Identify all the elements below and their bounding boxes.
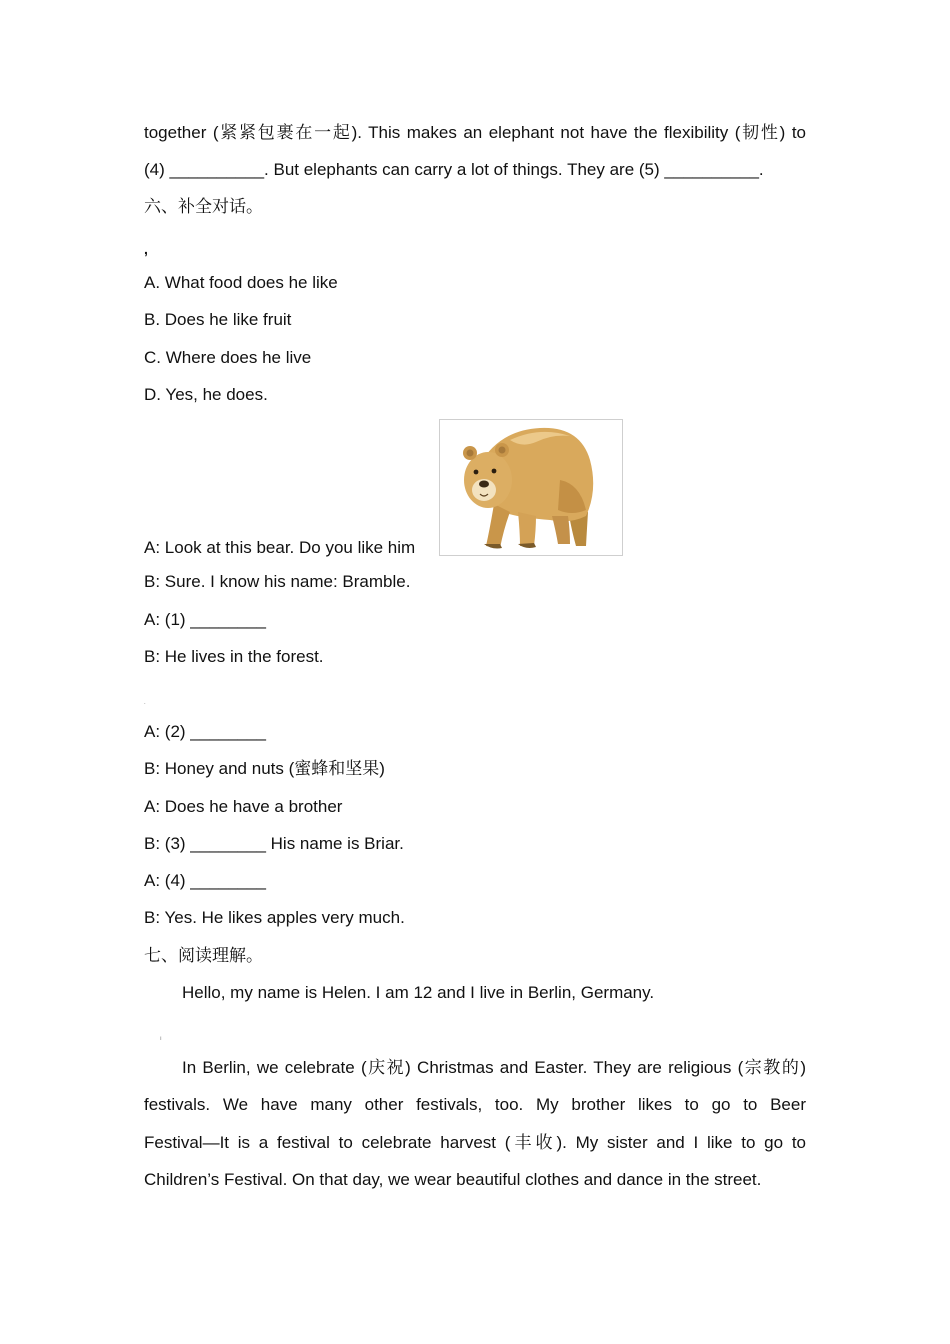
- dialogue-line-5: A: (2) ________: [144, 722, 266, 741]
- reading-line-4: Children’s Festival. On that day, we wear beautiful clothes and dance in the street.: [144, 1170, 762, 1189]
- dialogue-line-8: B: (3) ________ His name is Briar.: [144, 834, 404, 853]
- section-heading-dialogue: 六、补全对话。: [144, 197, 263, 217]
- section-heading-reading: 七、阅读理解。: [144, 946, 263, 966]
- dialogue-line-6: B: Honey and nuts (蜜蜂和坚果): [144, 759, 385, 778]
- dialogue-line-7: A: Does he have a brother: [144, 797, 343, 816]
- reading-line-1: In Berlin, we celebrate (庆祝) Christmas and Easter. They are religious (宗教的): [182, 1058, 806, 1077]
- stray-dot-mark-2: ı: [160, 1036, 162, 1042]
- text-line-elephant-1: together (紧紧包裹在一起). This makes an elephant not have the flexibility (韧性) to: [144, 123, 806, 142]
- bear-icon: [440, 420, 622, 555]
- option-a: A. What food does he like: [144, 273, 338, 292]
- option-d: D. Yes, he does.: [144, 385, 268, 404]
- dialogue-line-1: A: Look at this bear. Do you like him: [144, 538, 416, 557]
- reading-line-2: festivals. We have many other festivals, too. My brother likes to go to Beer: [144, 1095, 806, 1114]
- option-b: B. Does he like fruit: [144, 310, 292, 329]
- stray-dot-mark: .: [144, 700, 146, 706]
- dialogue-line-2: B: Sure. I know his name: Bramble.: [144, 572, 411, 591]
- bear-illustration: [439, 419, 623, 556]
- dialogue-line-3: A: (1) ________: [144, 610, 266, 629]
- reading-paragraph-1: Hello, my name is Helen. I am 12 and I live in Berlin, Germany.: [182, 983, 655, 1002]
- dialogue-line-4: B: He lives in the forest.: [144, 647, 324, 666]
- dialogue-line-10: B: Yes. He likes apples very much.: [144, 908, 405, 927]
- option-c: C. Where does he live: [144, 348, 312, 367]
- reading-line-3: Festival—It is a festival to celebrate harvest (丰收). My sister and I like to go to: [144, 1133, 806, 1152]
- dialogue-line-9: A: (4) ________: [144, 871, 266, 890]
- stray-comma-mark: ,: [144, 241, 148, 257]
- text-line-elephant-2: (4) __________. But elephants can carry a lot of things. They are (5) __________.: [144, 160, 764, 179]
